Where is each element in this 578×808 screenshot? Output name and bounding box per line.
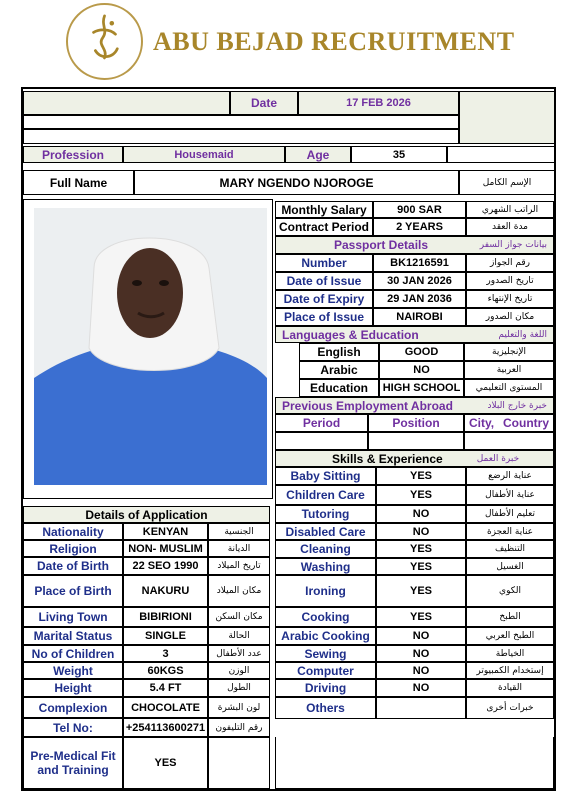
application-row-ar: مكان السكن	[208, 607, 270, 627]
passport-row-value: NAIROBI	[373, 308, 466, 326]
applicant-photo	[34, 208, 267, 485]
skill-row-label: Ironing	[275, 575, 376, 607]
employment-period-header: Period	[275, 414, 368, 432]
skill-row-label: Computer	[275, 662, 376, 679]
application-row-label: Place of Birth	[23, 575, 123, 607]
header-blank	[23, 91, 230, 115]
employment-position-header: Position	[368, 414, 464, 432]
skill-row-ar: التنظيف	[466, 540, 554, 558]
profession-label: Profession	[23, 146, 123, 163]
skill-row-ar: عناية الأطفال	[466, 485, 554, 505]
language-row-label: English	[299, 343, 379, 361]
application-row-value: 5.4 FT	[123, 679, 208, 697]
application-row-label: Complexion	[23, 697, 123, 718]
medical-value: YES	[123, 737, 208, 789]
salary-value: 900 SAR	[373, 201, 466, 218]
skill-row-label: Disabled Care	[275, 523, 376, 540]
application-row-value: BIBIRIONI	[123, 607, 208, 627]
date-label: Date	[230, 91, 298, 115]
application-row-value: CHOCOLATE	[123, 697, 208, 718]
application-row-label: Living Town	[23, 607, 123, 627]
period-label: Contract Period	[275, 218, 373, 236]
employment-city-header: City,	[469, 416, 495, 430]
skill-row-ar: الطبخ العربي	[466, 627, 554, 645]
employment-row-period	[275, 432, 368, 450]
skill-row-ar: الخياطة	[466, 645, 554, 662]
skill-row-label: Cleaning	[275, 540, 376, 558]
skill-row-label: Sewing	[275, 645, 376, 662]
language-row-ar: الإنجليزية	[464, 343, 554, 361]
skill-row-ar: الطبخ	[466, 607, 554, 627]
age-label: Age	[285, 146, 351, 163]
calligraphy-logo-icon	[68, 5, 141, 78]
application-row-value: NON- MUSLIM	[123, 540, 208, 557]
company-name: ABU BEJAD RECRUITMENT	[153, 27, 515, 56]
language-row-value: GOOD	[379, 343, 464, 361]
language-row-label: Education	[299, 379, 379, 397]
language-row-value: NO	[379, 361, 464, 379]
passport-row-label: Place of Issue	[275, 308, 373, 326]
skill-row-label: Tutoring	[275, 505, 376, 523]
skill-row-label: Children Care	[275, 485, 376, 505]
skills-footer-blank	[275, 737, 554, 789]
skill-row-value: NO	[376, 627, 466, 645]
skills-title: Skills & Experience	[332, 451, 443, 466]
application-row-ar: الطول	[208, 679, 270, 697]
skills-title-ar: خبرة العمل	[476, 453, 520, 464]
passport-title: Passport Details	[334, 238, 429, 252]
company-logo	[66, 3, 143, 80]
application-row-value: 3	[123, 645, 208, 662]
fullname-label: Full Name	[23, 170, 134, 195]
period-value: 2 YEARS	[373, 218, 466, 236]
medical-ar	[208, 737, 270, 789]
passport-row-value: 30 JAN 2026	[373, 272, 466, 290]
language-row-ar: المستوى التعليمي	[464, 379, 554, 397]
passport-row-value: BK1216591	[373, 254, 466, 272]
profession-value: Housemaid	[123, 146, 285, 163]
application-row-label: No of Children	[23, 645, 123, 662]
employment-title-ar: خبرة خارج البلاد	[487, 400, 547, 411]
application-row-label: Weight	[23, 662, 123, 679]
language-row-label: Arabic	[299, 361, 379, 379]
age-value: 35	[351, 146, 447, 163]
application-row-value: 22 SEO 1990	[123, 557, 208, 575]
application-row-label: Religion	[23, 540, 123, 557]
application-row-label: Nationality	[23, 523, 123, 540]
application-row-ar: الوزن	[208, 662, 270, 679]
application-row-ar: مكان الميلاد	[208, 575, 270, 607]
passport-row-ar: رقم الجواز	[466, 254, 554, 272]
skill-row-value: NO	[376, 662, 466, 679]
employment-row-location	[464, 432, 554, 450]
skill-row-value: NO	[376, 523, 466, 540]
application-row-value: +254113600271	[123, 718, 208, 737]
skill-row-value: NO	[376, 505, 466, 523]
fullname-value: MARY NGENDO NJOROGE	[134, 170, 459, 195]
fullname-ar: الإسم الكامل	[459, 170, 555, 195]
salary-ar: الراتب الشهري	[466, 201, 554, 218]
skill-row-ar: القيادة	[466, 679, 554, 697]
passport-row-value: 29 JAN 2036	[373, 290, 466, 308]
skill-row-label: Others	[275, 697, 376, 719]
skill-row-value: YES	[376, 558, 466, 575]
header-corner	[459, 91, 555, 144]
application-row-ar: الحالة	[208, 627, 270, 645]
application-section-header: Details of Application	[23, 506, 270, 523]
employment-section-header	[275, 397, 554, 414]
skill-row-value: YES	[376, 607, 466, 627]
medical-label: Pre-Medical Fit and Training	[23, 737, 123, 789]
application-row-ar: عدد الأطفال	[208, 645, 270, 662]
skill-row-ar: إستخدام الكمبيوتر	[466, 662, 554, 679]
application-row-label: Date of Birth	[23, 557, 123, 575]
application-row-ar: رقم التليفون	[208, 718, 270, 737]
skill-row-ar: الكوي	[466, 575, 554, 607]
salary-label: Monthly Salary	[275, 201, 373, 218]
employment-row-position	[368, 432, 464, 450]
header-spacer	[23, 129, 459, 144]
period-ar: مدة العقد	[466, 218, 554, 236]
employment-location-header	[464, 414, 554, 432]
employment-country-header: Country	[503, 416, 549, 430]
application-row-ar: الديانة	[208, 540, 270, 557]
date-value: 17 FEB 2026	[298, 91, 459, 115]
application-row-value: 60KGS	[123, 662, 208, 679]
employment-title: Previous Employment Abroad	[282, 398, 453, 413]
application-row-label: Tel No:	[23, 718, 123, 737]
languages-title: Languages & Education	[282, 327, 419, 342]
application-row-value: KENYAN	[123, 523, 208, 540]
languages-section-header	[275, 326, 554, 343]
skill-row-value	[376, 697, 466, 719]
passport-row-label: Date of Expiry	[275, 290, 373, 308]
skill-row-value: NO	[376, 645, 466, 662]
skill-row-ar: الغسيل	[466, 558, 554, 575]
skill-row-value: YES	[376, 540, 466, 558]
skill-row-label: Driving	[275, 679, 376, 697]
skill-row-ar: عناية الرضع	[466, 467, 554, 485]
skills-section-header	[275, 450, 554, 467]
application-row-value: NAKURU	[123, 575, 208, 607]
skill-row-label: Cooking	[275, 607, 376, 627]
skill-row-label: Arabic Cooking	[275, 627, 376, 645]
passport-row-ar: تاريخ الصدور	[466, 272, 554, 290]
passport-title-ar: بيانات جواز السفر	[479, 240, 547, 250]
skill-row-label: Baby Sitting	[275, 467, 376, 485]
age-blank	[447, 146, 555, 163]
skill-row-value: YES	[376, 575, 466, 607]
skill-row-ar: خبرات أخرى	[466, 697, 554, 719]
passport-section-header	[275, 236, 554, 254]
application-row-label: Marital Status	[23, 627, 123, 645]
application-row-ar: الجنسية	[208, 523, 270, 540]
application-row-ar: تاريخ الميلاد	[208, 557, 270, 575]
header-spacer	[23, 115, 459, 129]
application-row-ar: لون البشرة	[208, 697, 270, 718]
skill-row-ar: عناية العجزة	[466, 523, 554, 540]
passport-row-ar: تاريخ الإنتهاء	[466, 290, 554, 308]
passport-row-label: Date of Issue	[275, 272, 373, 290]
application-row-label: Height	[23, 679, 123, 697]
skill-row-ar: تعليم الأطفال	[466, 505, 554, 523]
application-row-value: SINGLE	[123, 627, 208, 645]
language-row-ar: العربية	[464, 361, 554, 379]
skill-row-value: YES	[376, 485, 466, 505]
passport-row-ar: مكان الصدور	[466, 308, 554, 326]
passport-row-label: Number	[275, 254, 373, 272]
language-row-value: HIGH SCHOOL	[379, 379, 464, 397]
languages-title-ar: اللغة والتعليم	[498, 329, 547, 340]
skill-row-value: YES	[376, 467, 466, 485]
skill-row-value: NO	[376, 679, 466, 697]
skill-row-label: Washing	[275, 558, 376, 575]
